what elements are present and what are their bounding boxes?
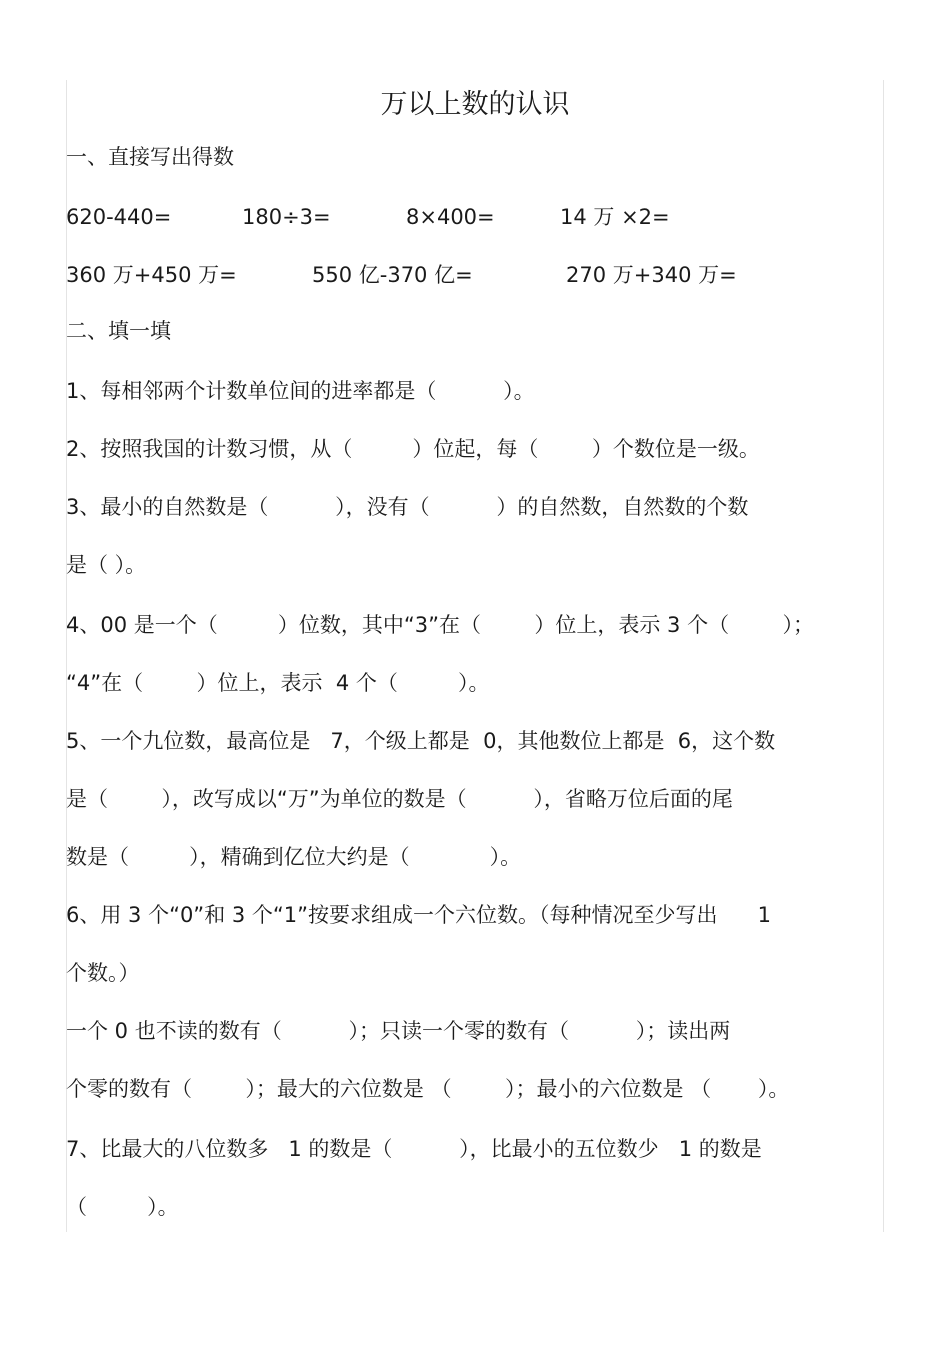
page-border-right [883, 80, 884, 1232]
worksheet-title: 万以上数的认识 [380, 89, 570, 120]
calc-item: 14 万 ×2= [560, 205, 670, 229]
calc-item: 620-440= [66, 205, 172, 229]
question-line: 3、最小的自然数是（ ），没有（ ）的自然数，自然数的个数 [66, 495, 749, 519]
question-line: “4”在（ ）位上，表示 4 个（ ）。 [66, 671, 490, 695]
section-2-heading: 二、填一填 [66, 319, 171, 343]
question-line: 6、用 3 个“0”和 3 个“1”按要求组成一个六位数。（每种情况至少写出 1 [66, 903, 771, 927]
calc-item: 8×400= [406, 205, 495, 229]
question-line: 7、比最大的八位数多 1 的数是（ ），比最小的五位数少 1 的数是 [66, 1137, 762, 1161]
calc-item: 180÷3= [242, 205, 331, 229]
section-1-heading: 一、直接写出得数 [66, 145, 234, 169]
calc-item: 550 亿-370 亿= [312, 263, 473, 287]
question-line: 数是（ ），精确到亿位大约是（ ）。 [66, 845, 522, 869]
question-line: 5、一个九位数，最高位是 7，个级上都是 0，其他数位上都是 6，这个数 [66, 729, 776, 753]
question-line: 1、每相邻两个计数单位间的进率都是（ ）。 [66, 379, 535, 403]
question-line: 一个 0 也不读的数有（ ）；只读一个零的数有（ ）；读出两 [66, 1019, 731, 1043]
question-line: （ ）。 [66, 1195, 179, 1219]
page-border-left [66, 80, 67, 1232]
question-line: 4、00 是一个（ ）位数，其中“3”在（ ）位上，表示 3 个（ ）； [66, 613, 814, 637]
question-line: 个数。） [66, 961, 140, 985]
calc-item: 360 万+450 万= [66, 263, 237, 287]
question-line: 是（ ），改写成以“万”为单位的数是（ ），省略万位后面的尾 [66, 787, 733, 811]
question-line: 2、按照我国的计数习惯，从（ ）位起，每（ ）个数位是一级。 [66, 437, 760, 461]
question-line: 个零的数有（ ）；最大的六位数是 （ ）；最小的六位数是 （ ）。 [66, 1077, 790, 1101]
question-line: 是（ ）。 [66, 553, 147, 577]
calc-item: 270 万+340 万= [566, 263, 737, 287]
